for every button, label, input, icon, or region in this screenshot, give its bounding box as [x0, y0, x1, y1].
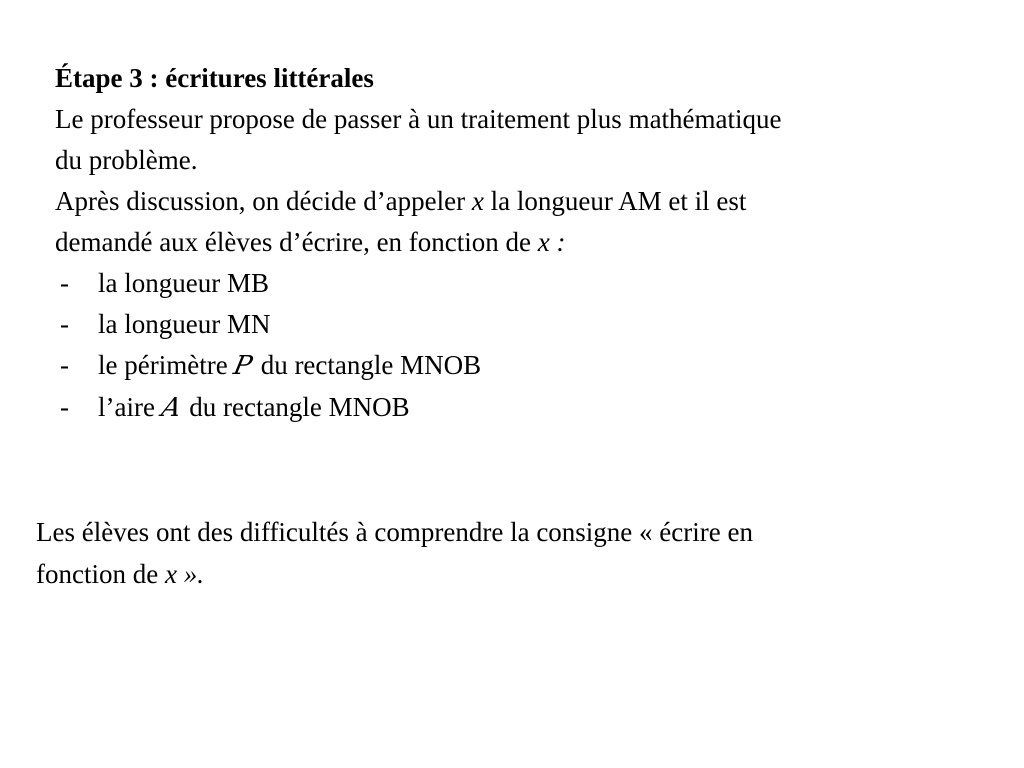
conclusion-line-2 [36, 553, 996, 595]
conclusion-text-end: ». [176, 559, 204, 589]
discussion-text-start: Après discussion, on décide d’appeler [55, 186, 472, 216]
variable-x-second: x [537, 227, 550, 257]
list-dash: - [60, 350, 69, 380]
intro-line-2: du problème. [55, 145, 198, 175]
conclusion-variable-x [165, 559, 204, 589]
perimeter-symbol: P [231, 351, 256, 381]
list-item [55, 263, 995, 304]
request-text: demandé aux élèves d’écrire, en fonction de [55, 227, 538, 257]
task-area-start: l’aire [98, 392, 162, 422]
request-line [55, 222, 995, 263]
task-perimeter-start: le périmètre [98, 350, 235, 380]
list-dash: - [60, 309, 69, 339]
variable-x-colon [538, 227, 566, 257]
discussion-text-end: la longueur AM et il est [483, 186, 747, 216]
conclusion-variable: x [164, 559, 177, 589]
step-heading: Étape 3 : écritures littérales [55, 63, 374, 93]
step-section [55, 58, 995, 429]
conclusion-section [36, 511, 996, 595]
task-length-mn: la longueur MN [98, 309, 271, 339]
list-dash: - [60, 392, 69, 422]
list-dash: - [60, 268, 69, 298]
area-symbol: A [158, 393, 184, 423]
list-item [55, 345, 995, 387]
list-item [55, 387, 995, 429]
task-length-mb: la longueur MB [98, 268, 269, 298]
conclusion-line-1: Les élèves ont des difficultés à comprendre la consigne « écrire en [36, 517, 753, 547]
task-list [55, 263, 995, 429]
conclusion-text-start: fonction de [36, 559, 165, 589]
list-item [55, 304, 995, 345]
task-area-end: du rectangle MNOB [182, 392, 410, 422]
discussion-line [55, 181, 995, 222]
variable-x: x [471, 186, 484, 216]
intro-line-1: Le professeur propose de passer à un traitement plus mathématique [55, 104, 782, 134]
request-colon: : [549, 227, 566, 257]
task-perimeter-end: du rectangle MNOB [253, 350, 482, 380]
